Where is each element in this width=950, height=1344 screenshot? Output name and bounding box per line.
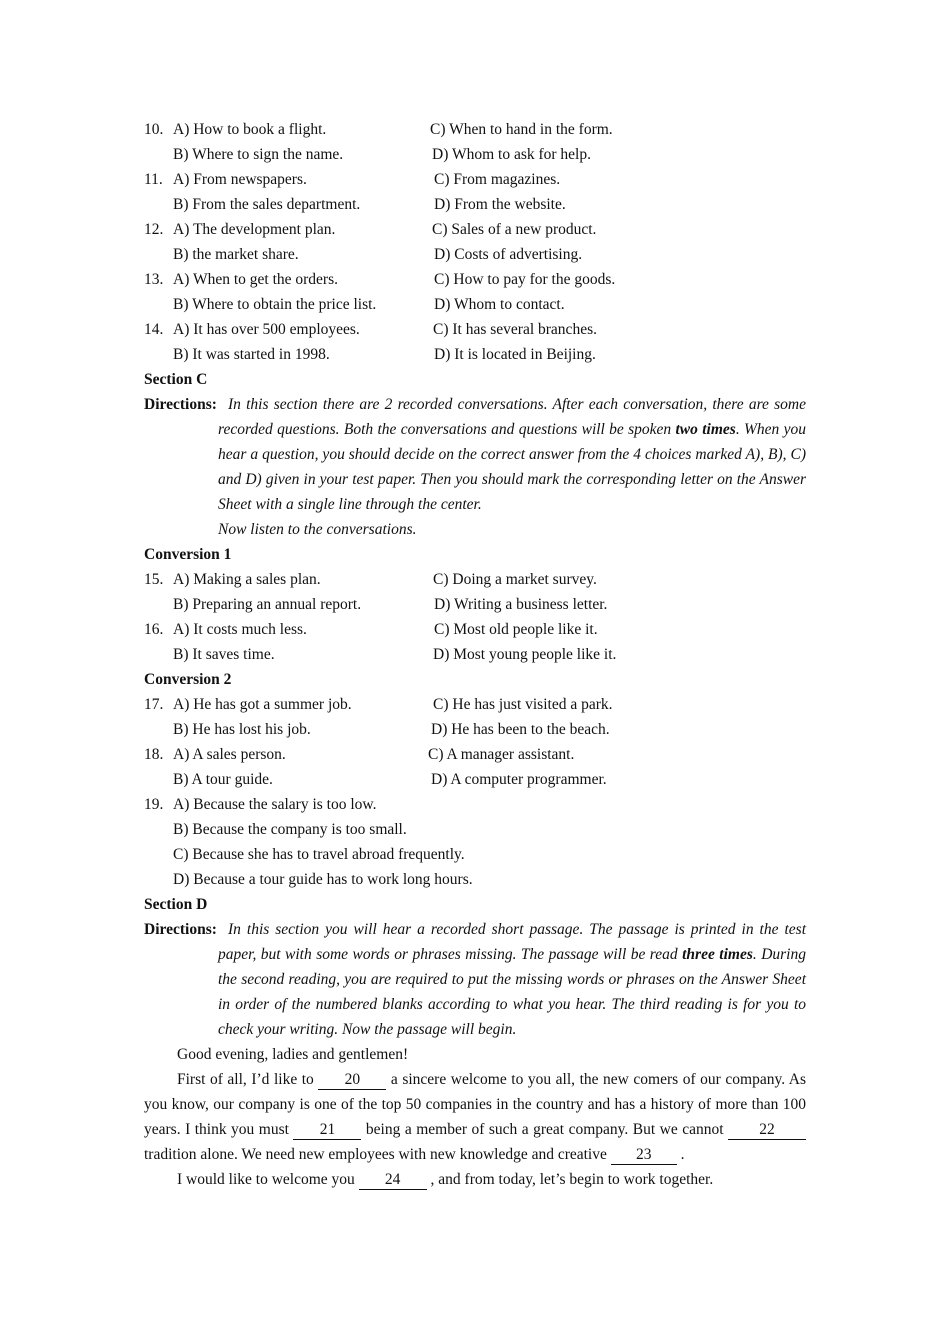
question-17-row2 [144,717,806,742]
conversation-1-title: Conversion 1 [144,546,232,563]
option-c: C) It has several branches. [433,321,597,338]
question-number: 18. [144,746,164,763]
option-a: A) A sales person. [173,746,286,763]
question-15-row2 [144,592,806,617]
option-a: A) Making a sales plan. [173,571,321,588]
blank-24[interactable]: 24 [359,1171,427,1190]
question-13-row2 [144,292,806,317]
question-15 [144,567,806,592]
option-b: B) A tour guide. [173,771,273,788]
question-12 [144,217,806,242]
section-c-title: Section C [144,371,208,388]
option-a: A) He has got a summer job. [173,696,352,713]
passage-greeting: Good evening, ladies and gentlemen! [177,1046,409,1063]
option-d: D) From the website. [434,196,566,213]
option-c: C) He has just visited a park. [433,696,613,713]
question-10 [144,117,806,142]
option-b: B) Preparing an annual report. [173,596,362,613]
option-c: C) Because she has to travel abroad frequently. [173,846,465,863]
question-17 [144,692,806,717]
option-a: A) When to get the orders. [173,271,338,288]
option-d: D) He has been to the beach. [431,721,610,738]
blank-23[interactable]: 23 [611,1146,677,1165]
blank-22[interactable]: 22 [728,1121,806,1140]
question-number: 17. [144,696,164,713]
option-d: D) Whom to contact. [434,296,565,313]
option-a: A) How to book a flight. [173,121,327,138]
question-19 [144,792,806,817]
question-19-option-d [144,867,806,892]
question-11-row2 [144,192,806,217]
option-d: D) Writing a business letter. [434,596,608,613]
option-c: C) Sales of a new product. [432,221,597,238]
option-d: D) A computer programmer. [431,771,607,788]
option-d: D) Most young people like it. [433,646,617,663]
section-d-title: Section D [144,896,208,913]
question-11 [144,167,806,192]
option-a: A) It costs much less. [173,621,307,638]
directions-emphasis: two times [675,421,736,438]
option-b: B) the market share. [173,246,299,263]
question-13 [144,267,806,292]
question-number: 10. [144,121,164,138]
question-16-row2 [144,642,806,667]
option-a: A) It has over 500 employees. [173,321,360,338]
directions-label: Directions: [144,396,217,413]
question-number: 16. [144,621,164,638]
option-a: A) From newspapers. [173,171,307,188]
option-b: B) Where to sign the name. [173,146,344,163]
question-14-row2 [144,342,806,367]
directions-emphasis: three times [682,946,753,963]
option-b: B) He has lost his job. [173,721,311,738]
directions-text-2: . When you hear a question, you should decide on the correct answer from the 4 choices marked A), B), C) and D) given in your test paper. Then you should mark the corresponding letter on the Answer Sheet with a single line through the center. [218,421,807,513]
directions-text-1: In this section there are 2 recorded conversations. After each conversation, there are some recorded questions. Both the conversations and questions will be spoken [218,396,806,438]
blank-21[interactable]: 21 [293,1121,361,1140]
option-d: D) Because a tour guide has to work long hours. [173,871,473,888]
question-14 [144,317,806,342]
exam-page [144,117,806,1192]
question-number: 12. [144,221,164,238]
option-b: B) Where to obtain the price list. [173,296,377,313]
directions-text-1: In this section you will hear a recorded short passage. The passage is printed in the test paper, but with some words or phrases missing. The passage will be read [218,921,806,963]
directions-label: Directions: [144,921,217,938]
blank-20[interactable]: 20 [318,1071,386,1090]
directions-text-2: . During the second reading, you are required to put the missing words or phrases on the Answer Sheet in order of the numbered blanks according to what you hear. The third reading is for you to check your writing. Now the passage will begin. [218,946,806,1038]
option-c: C) Most old people like it. [434,621,598,638]
question-16 [144,617,806,642]
question-number: 11. [144,171,163,188]
option-b: B) It was started in 1998. [173,346,330,363]
question-10-row2 [144,142,806,167]
option-c: C) A manager assistant. [428,746,575,763]
option-b: B) From the sales department. [173,196,361,213]
question-18 [144,742,806,767]
section-c-directions [144,392,806,542]
question-12-row2 [144,242,806,267]
option-a: A) The development plan. [173,221,336,238]
option-c: C) Doing a market survey. [433,571,597,588]
option-a: A) Because the salary is too low. [173,796,377,813]
directions-text-3: Now listen to the conversations. [218,521,417,538]
passage-paragraph-1: First of all, I’d like to 20 a sincere welcome to you all, the new comers of our company. As you know, our company is one of the top 50 companies in the country and has a history of more than 100 years. I think you must 21 being a member of such a great company. But we cannot 22 tradition alone. We need new employees with new knowledge and creative 23 . [144,1071,806,1163]
option-d: D) Costs of advertising. [434,246,583,263]
passage-paragraph-2: I would like to welcome you 24 , and from today, let’s begin to work together. [177,1171,714,1188]
question-19-option-b [144,817,806,842]
question-number: 15. [144,571,164,588]
option-c: C) How to pay for the goods. [434,271,616,288]
question-number: 19. [144,796,164,813]
conversation-2-title: Conversion 2 [144,671,232,688]
question-number: 13. [144,271,164,288]
option-b: B) It saves time. [173,646,275,663]
option-c: C) When to hand in the form. [430,121,613,138]
question-number: 14. [144,321,164,338]
question-19-option-c [144,842,806,867]
option-b: B) Because the company is too small. [173,821,407,838]
option-d: D) Whom to ask for help. [432,146,591,163]
question-18-row2 [144,767,806,792]
option-d: D) It is located in Beijing. [434,346,596,363]
section-d-directions [144,917,806,1042]
option-c: C) From magazines. [434,171,561,188]
